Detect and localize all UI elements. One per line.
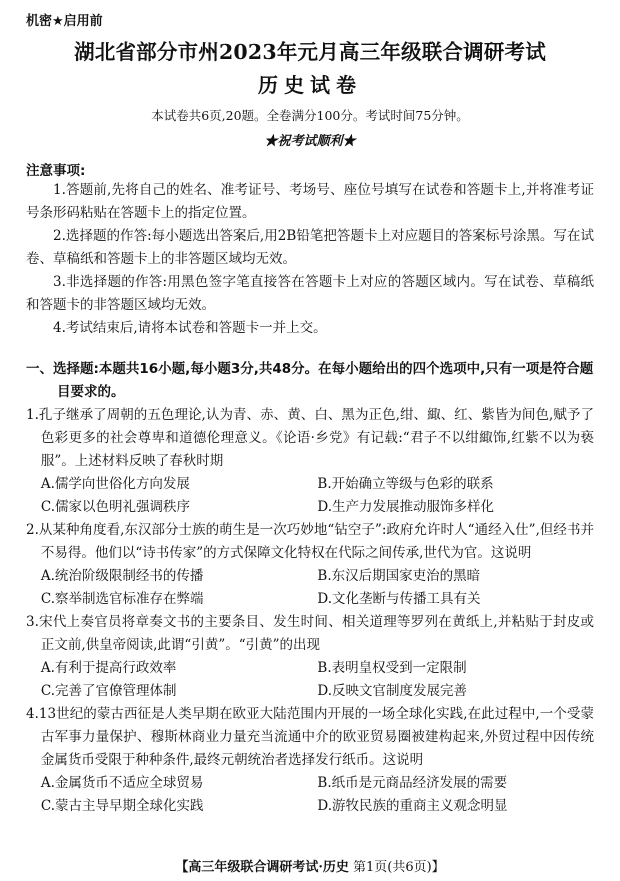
option-b: B.东汉后期国家吏治的黑暗	[317, 568, 481, 584]
option-b: B.纸币是元商品经济发展的需要	[317, 775, 508, 791]
option-a: A.统治阶级限制经书的传播	[40, 568, 204, 584]
option-c: C.察举制选官标准存在弊端	[40, 591, 204, 607]
question-stem: 4.13世纪的蒙古西征是人类早期在欧亚大陆范围内开展的一场全球化实践,在此过程中,一个受蒙古军事力量保护、穆斯林商业力量充当流通中介的欧亚贸易圈被建构起来,外贸过程中因传统金属货币受限于种种条件,最终元朝统治者选择发行纸币。这说明	[26, 706, 594, 768]
option-c: C.完善了官僚管理体制	[40, 683, 177, 699]
good-luck-line: ★祝考试顺利★	[264, 134, 356, 149]
option-b: B.表明皇权受到一定限制	[317, 660, 467, 676]
note-item: 3.非选择题的作答:用黑色签字笔直接答在答题卡上对应的答题区域内。写在试卷、草稿纸和答题卡的非答题区域均无效。	[26, 274, 594, 313]
option-b: B.开始确立等级与色彩的联系	[317, 476, 494, 492]
option-a: A.儒学向世俗化方向发展	[40, 476, 190, 492]
question-2	[26, 519, 594, 611]
exam-title: 湖北省部分市州2023年元月高三年级联合调研考试	[74, 40, 546, 64]
option-c: C.蒙古主导早期全球化实践	[40, 798, 204, 814]
footer-exam-name: 【高三年级联合调研考试·历史	[175, 860, 349, 875]
option-c: C.儒家以色明礼强调秩序	[40, 499, 190, 515]
page-footer	[0, 856, 620, 875]
notes-title: 注意事项:	[26, 163, 86, 179]
question-options	[26, 473, 594, 519]
exam-info: 本试卷共6页,20题。全卷满分100分。考试时间75分钟。	[151, 108, 469, 123]
question-options	[26, 565, 594, 611]
option-d: D.生产力发展推动服饰多样化	[317, 499, 495, 515]
option-a: A.金属货币不适应全球贸易	[40, 775, 204, 791]
question-options	[26, 657, 594, 703]
question-stem: 3.宋代上奏官员将章奏文书的主要条目、发生时间、相关道理等罗列在黄纸上,并粘贴于封皮或正文前,供皇帝阅读,此谓“引黄”。“引黄”的出现	[26, 614, 594, 653]
option-a: A.有利于提高行政效率	[40, 660, 177, 676]
question-stem: 2.从某种角度看,东汉部分士族的萌生是一次巧妙地“钻空子”:政府允许时人“通经入仕”,但经书并不易得。他们以“诗书传家”的方式保障文化特权在代际之间传承,世代为官。这说明	[26, 522, 594, 561]
question-3	[26, 611, 594, 703]
question-options	[26, 772, 594, 818]
section-heading: 一、选择题:本题共16小题,每小题3分,共48分。在每小题给出的四个选项中,只有一项是符合题目要求的。	[26, 361, 594, 400]
note-item: 2.选择题的作答:每小题选出答案后,用2B铅笔把答题卡上对应题目的答案标号涂黑。写在试卷、草稿纸和答题卡上的非答题区域均无效。	[26, 228, 594, 267]
subject-title: 历史试卷	[258, 73, 362, 97]
option-d: D.游牧民族的重商主义观念明显	[317, 798, 508, 814]
option-d: D.文化垄断与传播工具有关	[317, 591, 481, 607]
confidential-label: 机密★启用前	[26, 14, 103, 29]
notes-list	[26, 179, 594, 340]
footer-page-number: 第1页(共6页)】	[352, 860, 445, 875]
option-d: D.反映文官制度发展完善	[317, 683, 468, 699]
question-4	[26, 703, 594, 818]
question-1	[26, 404, 594, 519]
note-item: 1.答题前,先将自己的姓名、准考证号、考场号、座位号填写在试卷和答题卡上,并将准考证号条形码粘贴在答题卡上的指定位置。	[26, 182, 594, 221]
note-item: 4.考试结束后,请将本试卷和答题卡一并上交。	[53, 320, 327, 336]
question-stem: 1.孔子继承了周朝的五色理论,认为青、赤、黄、白、黑为正色,绀、緅、红、紫皆为间色,赋予了色彩更多的社会尊卑和道德伦理意义。《论语·乡党》有记载:“君子不以绀緅饰,红紫不以为亵服”。上述材料反映了春秋时期	[26, 407, 594, 469]
